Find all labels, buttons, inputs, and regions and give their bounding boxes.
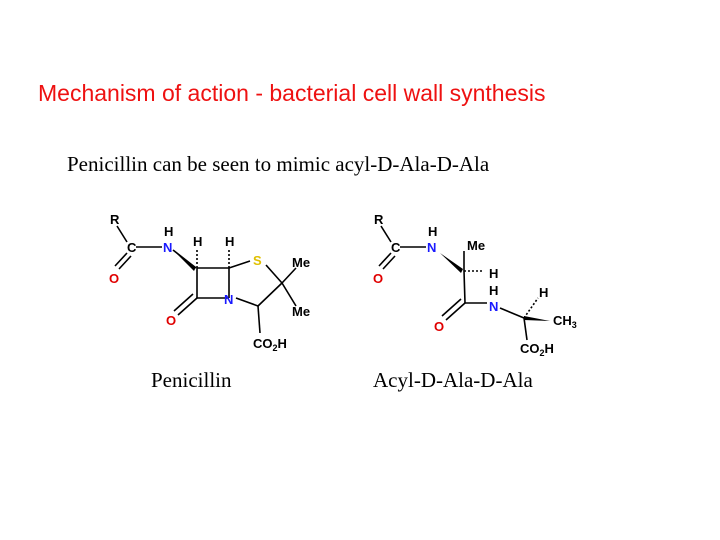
acyl-bonds	[379, 226, 538, 340]
acyl-h-alpha2-label: H	[539, 285, 549, 300]
slide-subtitle: Penicillin can be seen to mimic acyl-D-Ala-D-Ala	[67, 152, 490, 176]
pen-o-acyl-label: O	[109, 271, 120, 286]
pen-s-label: S	[253, 253, 262, 268]
pen-n-amide-label: N	[163, 240, 173, 255]
acyl-ch3-label: $CH_3$	[553, 313, 577, 330]
pen-me2-label: Me	[292, 304, 311, 319]
acyl-h-nh1-label: H	[428, 224, 438, 239]
acyl-co2h-label: $CO_2H$	[520, 341, 554, 358]
pen-h1-label: H	[193, 234, 203, 249]
acyl-c-label: C	[391, 240, 401, 255]
acyl-me-label: Me	[467, 238, 486, 253]
pen-r-label: R	[110, 212, 120, 227]
acyl-n2-label: N	[489, 299, 499, 314]
pen-h2-label: H	[225, 234, 235, 249]
acyl-o-amide-label: O	[434, 319, 445, 334]
acyl-wedge-nh1	[440, 253, 463, 273]
acyl-o-acyl-label: O	[373, 271, 384, 286]
pen-me1-label: Me	[292, 255, 311, 270]
pen-c-label: C	[127, 240, 137, 255]
acyl-h-alpha1-label: H	[489, 266, 499, 281]
acyl-d-ala-d-ala-caption: Acyl-D-Ala-D-Ala	[373, 368, 533, 392]
pen-o-lactam-label: O	[166, 313, 177, 328]
pen-h-nh-label: H	[164, 224, 174, 239]
pen-co2h-label: $CO_2H$	[253, 336, 287, 353]
acyl-r-label: R	[374, 212, 384, 227]
pen-n-ring-label: N	[224, 292, 234, 307]
acyl-h-nh2-label: H	[489, 283, 499, 298]
acyl-wedge-ch3	[524, 316, 550, 321]
acyl-n1-label: N	[427, 240, 437, 255]
slide-title: Mechanism of action - bacterial cell wall synthesis	[38, 80, 546, 106]
penicillin-caption: Penicillin	[151, 368, 232, 392]
acyl-atom-labels	[373, 212, 577, 358]
